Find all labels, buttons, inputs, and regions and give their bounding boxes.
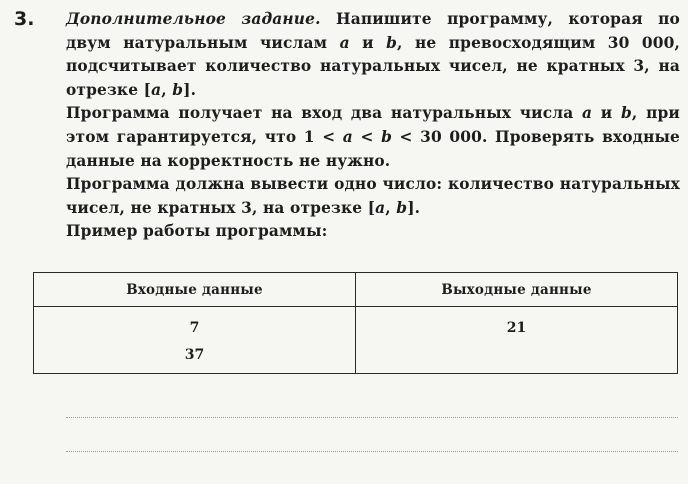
output-data-cell — [356, 307, 678, 374]
task-p2-lt: < — [352, 127, 382, 146]
task-p3-text-a: Программа должна вывести одно число: количество натуральных чисел, не кратных 3, на отрезке [ — [66, 175, 680, 217]
task-paragraph-1 — [66, 8, 680, 102]
input-line: 7 — [189, 320, 200, 336]
var-a: a — [339, 33, 350, 52]
input-line: 37 — [184, 347, 205, 363]
input-column-header: Входные данные — [34, 273, 356, 307]
task-p1-text-b: , не превосходящим 30 000, подсчитывает количество натуральных чисел, не кратных 3, на отрезке [ — [66, 33, 680, 99]
task-p2-text-a: Программа получает на вход два натуральных числа — [66, 104, 583, 123]
var-a: a — [342, 127, 353, 146]
task-p3-comma: , — [385, 198, 397, 217]
var-a: a — [375, 198, 386, 217]
task-text — [66, 8, 680, 244]
task-p3-end: ]. — [407, 198, 421, 217]
output-column-header: Выходные данные — [356, 273, 678, 307]
task-paragraph-2 — [66, 102, 680, 173]
answer-line — [66, 451, 678, 452]
example-table-header-row — [34, 273, 678, 307]
task-number: 3. — [14, 8, 35, 30]
answer-line — [66, 417, 678, 418]
var-b: b — [396, 198, 408, 217]
var-b: b — [386, 33, 398, 52]
output-line: 21 — [506, 320, 527, 336]
input-data-cell — [34, 307, 356, 374]
task-p2-text-b: , при этом гарантируется, что 1 < — [66, 104, 680, 146]
var-b: b — [381, 127, 392, 146]
example-table-row — [34, 307, 678, 374]
task-paragraph-3 — [66, 173, 680, 220]
var-b: b — [172, 80, 184, 99]
task-p1-end: ]. — [183, 80, 197, 99]
task-p2-and: и — [592, 104, 621, 123]
task-p1-text-a: Напишите программу, которая по двум натуральным числам — [66, 10, 680, 52]
task-p2-text-c: < 30 000. Проверять входные данные на корректность не нужно. — [66, 127, 681, 170]
example-table — [33, 272, 678, 374]
task-heading: Дополнительное задание. — [66, 10, 321, 28]
task-p1-comma: , — [161, 80, 173, 99]
example-title: Пример работы программы: — [66, 222, 328, 241]
var-b: b — [621, 104, 632, 123]
var-a: a — [151, 80, 162, 99]
var-a: a — [582, 104, 593, 123]
task-p1-and: и — [349, 33, 387, 52]
